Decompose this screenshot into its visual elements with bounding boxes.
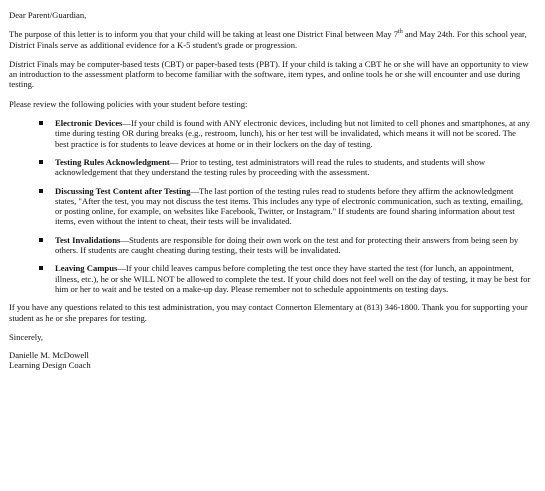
questions-paragraph: If you have any questions related to this test administration, you may contact Connerton Elementary at (813) 346-1800. Thank you for supporting your student as he or she prepares for testing. <box>9 302 528 323</box>
policy-term: Leaving Campus <box>55 263 118 274</box>
intro-paragraph <box>9 29 531 50</box>
policy-text: —Students are responsible for doing their own work on the test and for protecting their answers from being seen by others. If students are caught cheating during testing, their tests will be invalidated. <box>55 234 519 256</box>
signature-block <box>9 350 531 371</box>
signer-title: Learning Design Coach <box>9 360 91 371</box>
policy-text: —If your child leaves campus before completing the test once they have started the test (for lunch, an appointment, illness, etc.), he or she WILL NOT be allowed to complete the test. If your child does not feel well on the day of testing, it may be best for him or her to wait and be tested on a make-up day. Please remember not to schedule appointments on testing days. <box>55 263 531 294</box>
signer-name: Danielle M. McDowell <box>9 350 89 361</box>
square-bullet-icon <box>39 266 43 270</box>
policy-text: —If your child is found with ANY electronic devices, including but not limited to cell phones and smartphones, at any time during testing OR during breaks (e.g., restroom, lunch), his or her test will be invalidated, which means it will not be scored. The best practice is for students to leave devices at home or in their lockers on the day of testing. <box>55 118 530 149</box>
policy-item <box>39 157 531 178</box>
policy-term: Discussing Test Content after Testing <box>55 185 191 196</box>
review-intro: Please review the following policies with your student before testing: <box>9 98 248 109</box>
policy-term: Electronic Devices <box>55 118 123 129</box>
policy-list <box>9 118 531 294</box>
policy-item <box>39 263 531 294</box>
policy-item <box>39 235 531 256</box>
intro-text-part1: The purpose of this letter is to inform you that your child will be taking at least one District Final between May 7 <box>9 29 399 40</box>
square-bullet-icon <box>39 160 43 164</box>
policy-term: Testing Rules Acknowledgment <box>55 156 170 167</box>
policy-text: —The last portion of the testing rules read to students before they affirm the acknowledgment states, "After the test, you may not discuss the test items. This includes any type of electronic communication, such as texting, emailing, or posting online, for example, on websites like Facebook, Twitter, or Instagram." If students are found sharing information about test items, even without the intent to cheat, their tests will be invalidated. <box>55 185 524 227</box>
intro-superscript: th <box>398 29 403 36</box>
test-type-paragraph: District Finals may be computer-based tests (CBT) or paper-based tests (PBT). If your child is taking a CBT he or she will have an opportunity to view an introduction to the assessment platform to become familiar with the software, item types, and online tools he or she will encounter and use during testing. <box>9 58 529 90</box>
greeting: Dear Parent/Guardian, <box>9 10 87 20</box>
intro-text-part2: and May 24th. For this school year, District Finals serve as additional evidence for a K-5 student's grade or progression. <box>9 29 527 50</box>
policy-text: — Prior to testing, test administrators will read the rules to students, and students will show acknowledgement that they understand the testing rules by proceeding with the assessment. <box>55 156 486 178</box>
policy-item <box>39 118 531 149</box>
policy-term: Test Invalidations <box>55 234 121 245</box>
square-bullet-icon <box>39 189 43 193</box>
square-bullet-icon <box>39 121 43 125</box>
closing: Sincerely, <box>9 331 44 342</box>
square-bullet-icon <box>39 238 43 242</box>
policy-item <box>39 186 531 227</box>
